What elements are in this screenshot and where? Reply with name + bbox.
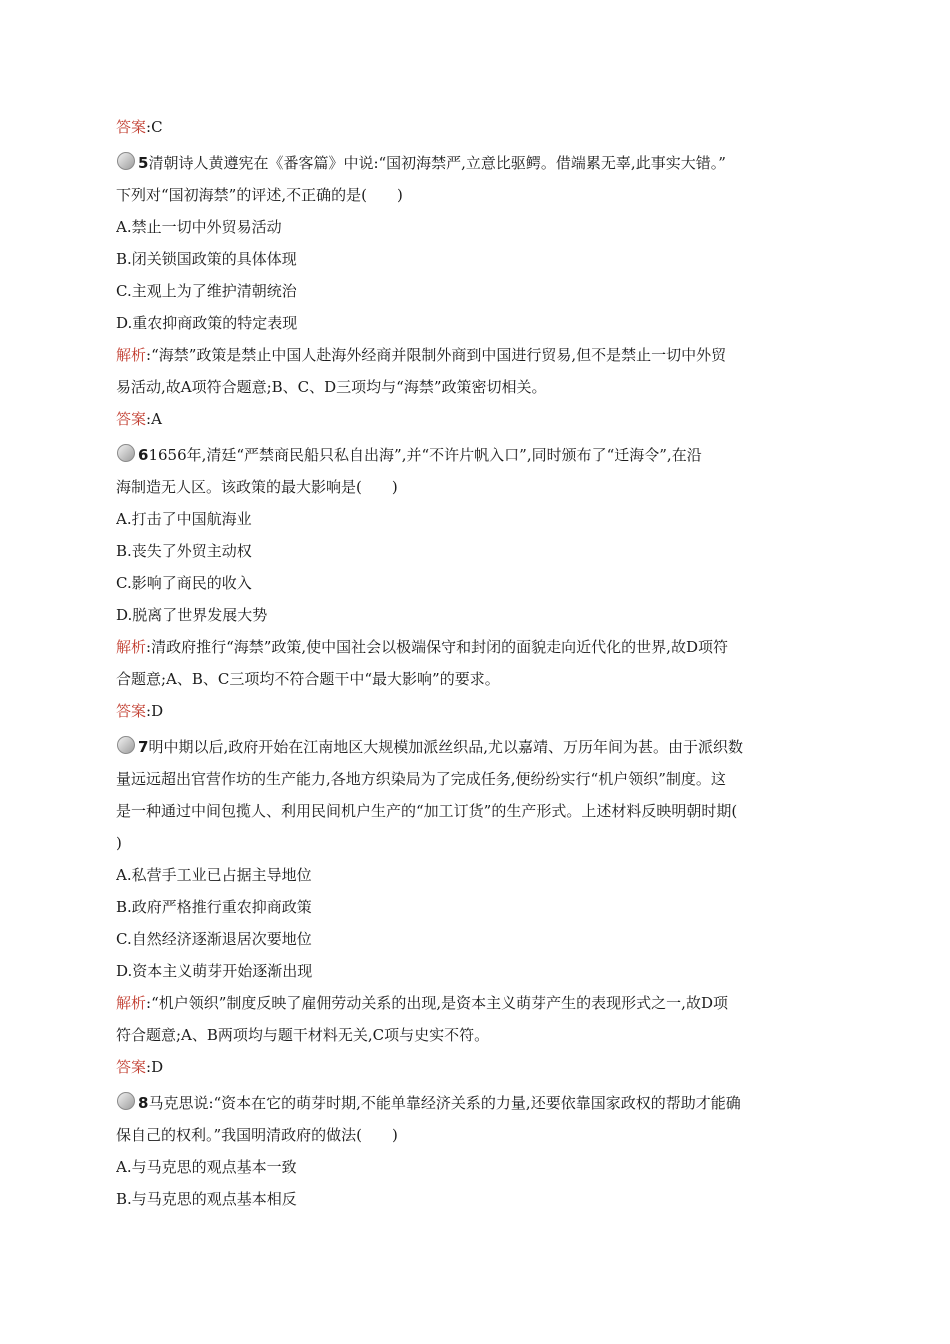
- answer-value: :C: [146, 118, 163, 136]
- answer-label: 答案: [116, 1058, 147, 1076]
- question-8-stem-line-2: 保自己的权利。”我国明清政府的做法( ): [116, 1126, 398, 1144]
- question-number: 7: [138, 738, 149, 756]
- question-bullet-icon: [116, 735, 136, 755]
- prev-answer: [116, 111, 836, 143]
- option-c: C.影响了商民的收入: [116, 574, 252, 592]
- analysis-label: 解析: [116, 994, 147, 1012]
- answer-label: 答案: [116, 702, 147, 720]
- analysis-text: :“机户领织”制度反映了雇佣劳动关系的出现,是资本主义萌芽产生的表现形式之一,故D项: [146, 994, 728, 1012]
- question-6-stem-line-1: [116, 439, 836, 471]
- question-stem-text: 明中期以后,政府开始在江南地区大规模加派丝织品,尤以嘉靖、万历年间为甚。由于派织数: [148, 738, 743, 756]
- option-a: A.私营手工业已占据主导地位: [116, 866, 312, 884]
- question-5-stem-line-2: 下列对“国初海禁”的评述,不正确的是( ): [116, 186, 403, 204]
- option-a: A.与马克思的观点基本一致: [116, 1158, 297, 1176]
- question-7-stem-line-2: 量远远超出官营作坊的生产能力,各地方织染局为了完成任务,便纷纷实行“机户领织”制度。这: [116, 770, 726, 788]
- question-5-stem-line-1: [116, 147, 836, 179]
- answer-line: [116, 1051, 836, 1083]
- analysis-line-1: [116, 987, 836, 1019]
- option-b: B.政府严格推行重农抑商政策: [116, 898, 312, 916]
- question-7-stem-line-4: ): [116, 834, 122, 852]
- question-stem-text: 马克思说:“资本在它的萌芽时期,不能单靠经济关系的力量,还要依靠国家政权的帮助才能确: [148, 1094, 741, 1112]
- question-number: 6: [138, 446, 149, 464]
- analysis-text: :清政府推行“海禁”政策,使中国社会以极端保守和封闭的面貌走向近代化的世界,故D项符: [146, 638, 728, 656]
- question-7-stem-line-3: 是一种通过中间包揽人、利用民间机户生产的“加工订货”的生产形式。上述材料反映明朝时期(: [116, 802, 738, 820]
- question-number: 8: [138, 1094, 149, 1112]
- answer-value: :D: [146, 1058, 164, 1076]
- question-bullet-icon: [116, 151, 136, 171]
- answer-line: [116, 695, 836, 727]
- question-stem-text: 1656年,清廷“严禁商民船只私自出海”,并“不许片帆入口”,同时颁布了“迁海令”,在沿: [148, 446, 702, 464]
- analysis-text: :“海禁”政策是禁止中国人赴海外经商并限制外商到中国进行贸易,但不是禁止一切中外贸: [146, 346, 727, 364]
- analysis-line-1: [116, 631, 836, 663]
- question-8-stem-line-1: [116, 1087, 836, 1119]
- question-number: 5: [138, 154, 149, 172]
- question-6-stem-line-2: 海制造无人区。该政策的最大影响是( ): [116, 478, 398, 496]
- answer-value: :D: [146, 702, 164, 720]
- question-bullet-icon: [116, 1091, 136, 1111]
- analysis-label: 解析: [116, 346, 147, 364]
- question-stem-text: 清朝诗人黄遵宪在《番客篇》中说:“国初海禁严,立意比驱鳄。借端累无辜,此事实大错。”: [148, 154, 726, 172]
- analysis-line-2: 合题意;A、B、C三项均不符合题干中“最大影响”的要求。: [116, 670, 500, 688]
- analysis-line-2: 符合题意;A、B两项均与题干材料无关,C项与史实不符。: [116, 1026, 490, 1044]
- analysis-line-1: [116, 339, 836, 371]
- question-7-stem-line-1: [116, 731, 836, 763]
- question-bullet-icon: [116, 443, 136, 463]
- option-a: A.禁止一切中外贸易活动: [116, 218, 282, 236]
- answer-value: :A: [146, 410, 162, 428]
- option-b: B.与马克思的观点基本相反: [116, 1190, 297, 1208]
- option-b: B.丧失了外贸主动权: [116, 542, 252, 560]
- answer-label: 答案: [116, 410, 147, 428]
- analysis-label: 解析: [116, 638, 147, 656]
- option-d: D.脱离了世界发展大势: [116, 606, 268, 624]
- option-a: A.打击了中国航海业: [116, 510, 252, 528]
- analysis-line-2: 易活动,故A项符合题意;B、C、D三项均与“海禁”政策密切相关。: [116, 378, 547, 396]
- document-content: [116, 111, 836, 1215]
- answer-line: [116, 403, 836, 435]
- option-d: D.资本主义萌芽开始逐渐出现: [116, 962, 313, 980]
- option-d: D.重农抑商政策的特定表现: [116, 314, 298, 332]
- option-c: C.主观上为了维护清朝统治: [116, 282, 297, 300]
- option-b: B.闭关锁国政策的具体体现: [116, 250, 297, 268]
- answer-label: 答案: [116, 118, 147, 136]
- option-c: C.自然经济逐渐退居次要地位: [116, 930, 312, 948]
